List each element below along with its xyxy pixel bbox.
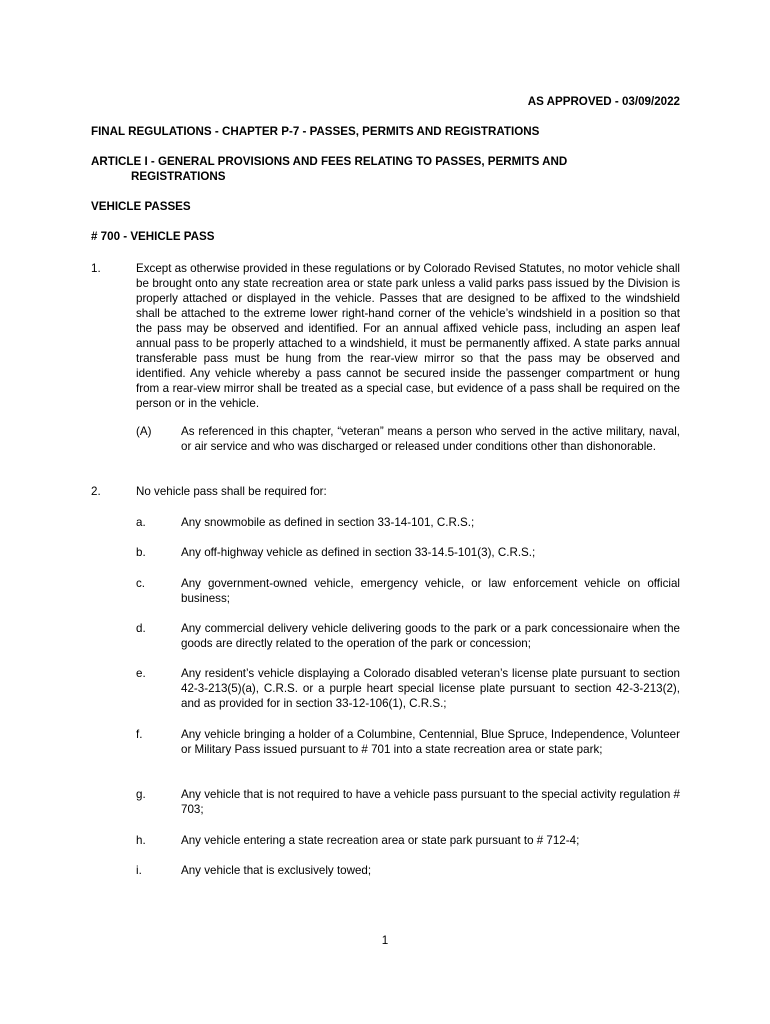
- article-heading-line1: ARTICLE I - GENERAL PROVISIONS AND FEES RELATING TO PASSES, PERMITS AND: [91, 155, 568, 168]
- document-title: FINAL REGULATIONS - CHAPTER P-7 - PASSES, PERMITS AND REGISTRATIONS: [91, 125, 540, 138]
- list-item-text: Any vehicle that is not required to have a vehicle pass pursuant to the special activity regulation # 703;: [181, 788, 680, 816]
- approval-stamp: AS APPROVED - 03/09/2022: [527, 95, 680, 108]
- list-item-label: b.: [136, 546, 146, 559]
- list-item-label: c.: [136, 577, 146, 590]
- list-item-label: h.: [136, 834, 146, 847]
- subparagraph-text: As referenced in this chapter, “veteran” means a person who served in the active military, naval, or air service and who was discharged or released under conditions other than dishonorable.: [181, 425, 680, 453]
- list-item-label: g.: [136, 788, 146, 801]
- list-item-text: Any snowmobile as defined in section 33-14-101, C.R.S.;: [181, 516, 475, 529]
- article-heading-line2: REGISTRATIONS: [131, 170, 226, 183]
- paragraph-text: Except as otherwise provided in these regulations or by Colorado Revised Statutes, no motor vehicle shall be brought onto any state recreation area or state park unless a valid parks pass issued by the Division is properly attached or displayed in the vehicle. Passes that are designed to be affixed to the windshield shall be attached to the extreme lower right-hand corner of the vehicle’s windshield in a position so that the pass may be observed and identified. For an annual affixed vehicle pass, including an aspen leaf annual pass to be properly attached to a windshield, it must be permanently affixed. A state parks annual transferable pass must be hung from the rear-view mirror so that the pass may be observed and identified. Any vehicle whereby a pass cannot be secured inside the passenger compartment or hung from a rear-view mirror shall be treated as a special case, but evidence of a pass shall be required on the person or in the vehicle.: [136, 262, 680, 410]
- paragraph-number: 1.: [91, 262, 101, 275]
- list-item-text: Any vehicle entering a state recreation area or state park pursuant to # 712-4;: [181, 834, 580, 847]
- list-item-label: f.: [136, 728, 143, 741]
- list-item-text: Any government-owned vehicle, emergency vehicle, or law enforcement vehicle on official business;: [181, 577, 680, 605]
- list-item-text: Any commercial delivery vehicle delivering goods to the park or a park concessionaire when the goods are directly related to the operation of the park or concession;: [181, 622, 680, 650]
- paragraph-intro: No vehicle pass shall be required for:: [136, 485, 327, 498]
- page-number: 1: [381, 934, 389, 947]
- subparagraph-label: (A): [136, 425, 152, 438]
- list-item-text: Any vehicle bringing a holder of a Columbine, Centennial, Blue Spruce, Independence, Volunteer or Military Pass issued pursuant to # 701 into a state recreation area or state park;: [181, 728, 680, 756]
- list-item-text: Any resident’s vehicle displaying a Colorado disabled veteran’s license plate pursuant to section 42-3-213(5)(a), C.R.S. or a purple heart special license plate pursuant to section 42-3-213(2), and as provided for in section 33-12-106(1), C.R.S.;: [181, 667, 680, 710]
- list-item-label: i.: [136, 864, 142, 877]
- list-item-label: a.: [136, 516, 146, 529]
- list-item-label: d.: [136, 622, 146, 635]
- list-item-text: Any off-highway vehicle as defined in section 33-14.5-101(3), C.R.S.;: [181, 546, 536, 559]
- list-item-label: e.: [136, 667, 146, 680]
- section-heading: VEHICLE PASSES: [91, 200, 191, 213]
- rule-heading: # 700 - VEHICLE PASS: [91, 230, 215, 243]
- list-item-text: Any vehicle that is exclusively towed;: [181, 864, 372, 877]
- paragraph-number: 2.: [91, 485, 101, 498]
